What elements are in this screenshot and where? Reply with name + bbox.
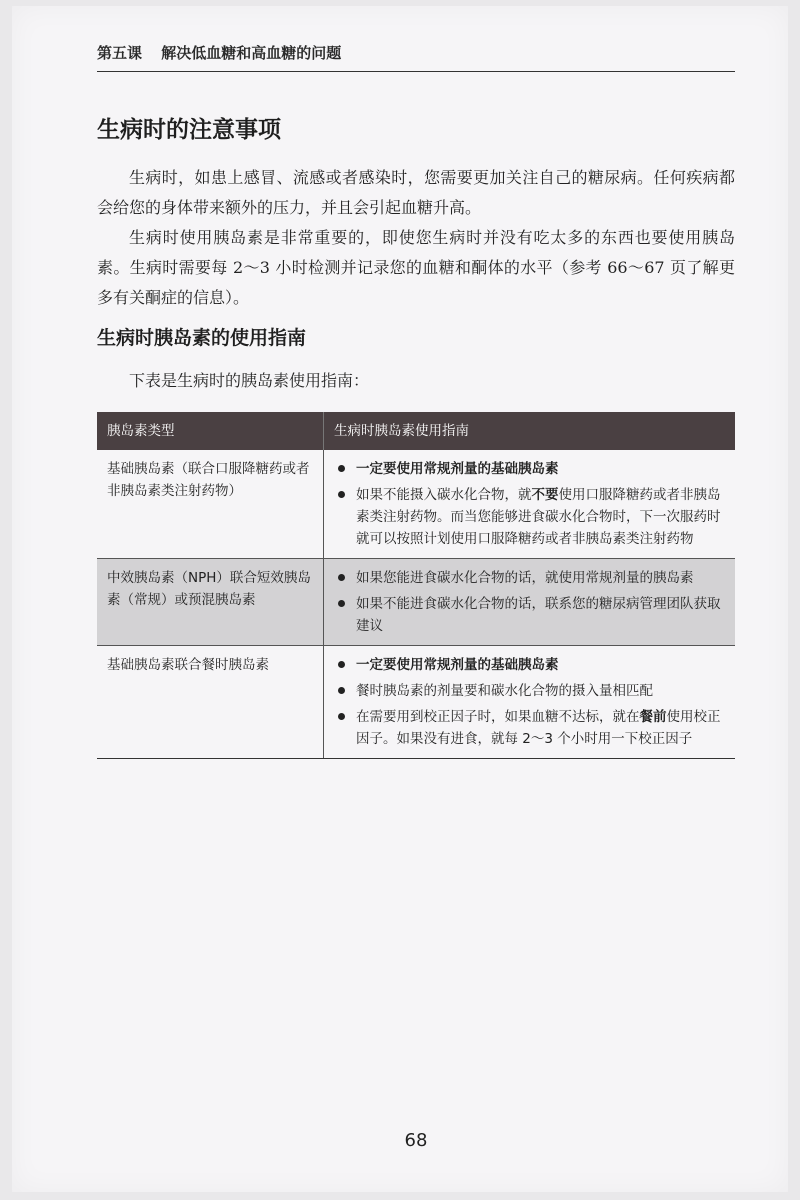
- list-item: 如果不能摄入碳水化合物，就不要使用口服降糖药或者非胰岛素类注射药物。而当您能够进食碳水化合物时，下一次服药时就可以按照计划使用口服降糖药或者非胰岛素类注射药物: [334, 484, 725, 550]
- paragraph-illness-intro: 生病时，如患上感冒、流感或者感染时，您需要更加关注自己的糖尿病。任何疾病都会给您的身体带来额外的压力，并且会引起血糖升高。: [97, 168, 735, 217]
- paragraph-insulin-importance: 生病时使用胰岛素是非常重要的，即使您生病时并没有吃太多的东西也要使用胰岛素。生病时需要每 2～3 小时检测并记录您的血糖和酮体的水平（参考 66～67 页了解更多有关酮症的信息）。: [97, 228, 735, 307]
- table-row: [97, 559, 735, 646]
- table-header-row: [97, 412, 735, 450]
- insulin-type-cell: 基础胰岛素（联合口服降糖药或者非胰岛素类注射药物）: [97, 450, 324, 559]
- header-guidance: 生病时胰岛素使用指南: [324, 412, 736, 450]
- list-item: 在需要用到校正因子时，如果血糖不达标，就在餐前使用校正因子。如果没有进食，就每 2～3 个小时用一下校正因子: [334, 706, 725, 750]
- bullet-icon: [338, 687, 345, 694]
- guidance-cell: [324, 450, 736, 559]
- table-row: [97, 450, 735, 559]
- guidance-cell: [324, 559, 736, 646]
- emphasis-text: 餐前: [639, 709, 667, 725]
- list-item: 如果不能进食碳水化合物的话，联系您的糖尿病管理团队获取建议: [334, 593, 725, 637]
- bullet-icon: [338, 661, 345, 668]
- guidance-list: [334, 458, 725, 550]
- running-header: [97, 42, 735, 72]
- bullet-icon: [338, 713, 345, 720]
- page-number: 68: [404, 1130, 428, 1151]
- book-page: [12, 6, 788, 1192]
- list-item: [334, 654, 725, 676]
- bullet-icon: [338, 465, 345, 472]
- table-row: [97, 646, 735, 759]
- bullet-icon: [338, 574, 345, 581]
- guidance-list: [334, 654, 725, 750]
- list-item: 如果您能进食碳水化合物的话，就使用常规剂量的胰岛素: [334, 567, 725, 589]
- insulin-type-cell: 中效胰岛素（NPH）联合短效胰岛素（常规）或预混胰岛素: [97, 559, 324, 646]
- section-title: 生病时的注意事项: [97, 116, 281, 143]
- list-item: [334, 458, 725, 480]
- bullet-icon: [338, 491, 345, 498]
- lesson-title: 解决低血糖和高血糖的问题: [161, 44, 342, 62]
- guidance-list: [334, 567, 725, 637]
- bullet-icon: [338, 600, 345, 607]
- emphasis-text: 不要: [531, 487, 559, 503]
- insulin-type-cell: 基础胰岛素联合餐时胰岛素: [97, 646, 324, 759]
- emphasis-text: 一定要使用常规剂量的基础胰岛素: [356, 657, 559, 673]
- insulin-guide-table: [97, 412, 735, 759]
- subsection-title: 生病时胰岛素的使用指南: [97, 327, 307, 349]
- table-intro: 下表是生病时的胰岛素使用指南：: [129, 371, 370, 390]
- lesson-number: 第五课: [97, 44, 143, 62]
- header-insulin-type: 胰岛素类型: [97, 412, 324, 450]
- list-item: 餐时胰岛素的剂量要和碳水化合物的摄入量相匹配: [334, 680, 725, 702]
- guidance-cell: [324, 646, 736, 759]
- emphasis-text: 一定要使用常规剂量的基础胰岛素: [356, 461, 559, 477]
